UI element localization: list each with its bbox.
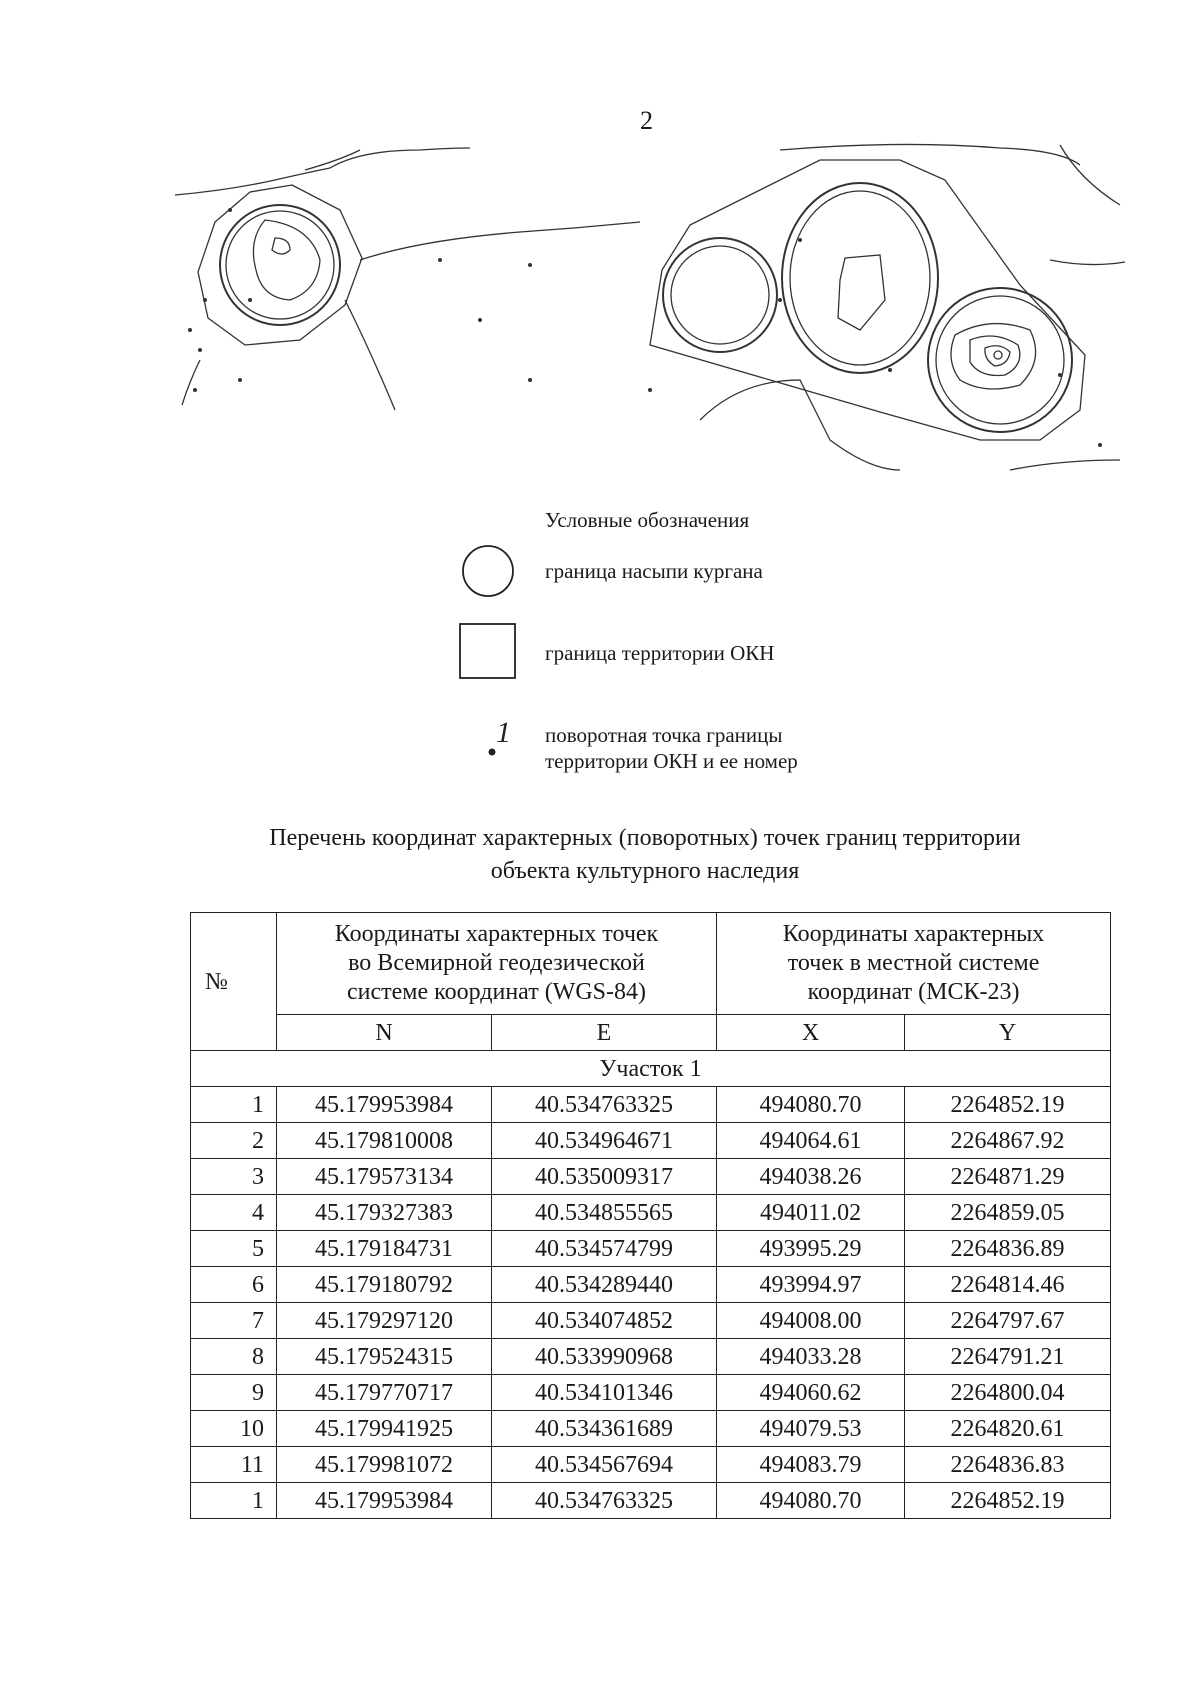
cell-e: 40.534074852 bbox=[492, 1303, 717, 1339]
map-contour bbox=[838, 255, 885, 330]
cell-point-number: 8 bbox=[191, 1339, 277, 1375]
cell-n: 45.179573134 bbox=[277, 1159, 492, 1195]
cell-y: 2264871.29 bbox=[905, 1159, 1111, 1195]
barrow-boundary-circle bbox=[671, 246, 769, 344]
table-title-line1: Перечень координат характерных (поворотных) точек границ территории bbox=[269, 825, 1021, 851]
cell-point-number: 3 bbox=[191, 1159, 277, 1195]
table-row bbox=[191, 1267, 1111, 1303]
cell-e: 40.534763325 bbox=[492, 1483, 717, 1519]
map-road-line bbox=[360, 222, 640, 260]
cell-point-number: 6 bbox=[191, 1267, 277, 1303]
map-survey-point bbox=[248, 298, 252, 302]
map-survey-point bbox=[798, 238, 802, 242]
cell-n: 45.179953984 bbox=[277, 1087, 492, 1123]
cell-y: 2264820.61 bbox=[905, 1411, 1111, 1447]
cell-point-number: 11 bbox=[191, 1447, 277, 1483]
cell-y: 2264791.21 bbox=[905, 1339, 1111, 1375]
header-y: Y bbox=[905, 1015, 1111, 1051]
barrow-boundary-circle bbox=[928, 288, 1072, 432]
cell-x: 494008.00 bbox=[717, 1303, 905, 1339]
barrow-boundary-circle bbox=[663, 238, 777, 352]
coordinates-table bbox=[190, 912, 1111, 1519]
cell-point-number: 7 bbox=[191, 1303, 277, 1339]
map-road-line bbox=[1050, 260, 1125, 265]
cell-point-number: 5 bbox=[191, 1231, 277, 1267]
cell-e: 40.534964671 bbox=[492, 1123, 717, 1159]
map-survey-point bbox=[1058, 373, 1062, 377]
cell-point-number: 9 bbox=[191, 1375, 277, 1411]
cell-x: 494080.70 bbox=[717, 1483, 905, 1519]
cell-y: 2264800.04 bbox=[905, 1375, 1111, 1411]
header-msk-line3: координат (МСК-23) bbox=[807, 979, 1020, 1005]
map-road-line bbox=[1060, 145, 1120, 205]
cell-x: 494080.70 bbox=[717, 1087, 905, 1123]
header-wgs-line1: Координаты характерных точек bbox=[334, 921, 659, 947]
cell-e: 40.534289440 bbox=[492, 1267, 717, 1303]
header-wgs bbox=[277, 913, 717, 1015]
turning-point-symbol bbox=[480, 712, 520, 762]
cell-x: 494060.62 bbox=[717, 1375, 905, 1411]
cell-point-number: 1 bbox=[191, 1087, 277, 1123]
cell-y: 2264859.05 bbox=[905, 1195, 1111, 1231]
map-survey-point bbox=[238, 378, 242, 382]
table-row bbox=[191, 1375, 1111, 1411]
cell-e: 40.534361689 bbox=[492, 1411, 717, 1447]
map-road-line bbox=[345, 300, 395, 410]
header-msk-line1: Координаты характерных bbox=[782, 921, 1045, 947]
legend-label-point bbox=[545, 722, 798, 774]
cell-e: 40.534855565 bbox=[492, 1195, 717, 1231]
cell-n: 45.179180792 bbox=[277, 1267, 492, 1303]
barrow-circle-symbol bbox=[460, 543, 516, 599]
table-row bbox=[191, 1195, 1111, 1231]
map-benchmark bbox=[994, 351, 1002, 359]
cell-y: 2264867.92 bbox=[905, 1123, 1111, 1159]
map-road-line bbox=[780, 144, 1080, 165]
map-road-line bbox=[182, 360, 200, 405]
cell-y: 2264814.46 bbox=[905, 1267, 1111, 1303]
map-road-line bbox=[1010, 460, 1120, 470]
map-survey-point bbox=[778, 298, 782, 302]
cell-point-number: 10 bbox=[191, 1411, 277, 1447]
header-msk bbox=[717, 913, 1111, 1015]
cell-y: 2264797.67 bbox=[905, 1303, 1111, 1339]
header-e: E bbox=[492, 1015, 717, 1051]
header-wgs-line2: во Всемирной геодезической bbox=[348, 950, 645, 976]
map-survey-point bbox=[1098, 443, 1102, 447]
cell-e: 40.533990968 bbox=[492, 1339, 717, 1375]
legend-title: Условные обозначения bbox=[545, 508, 750, 532]
table-row bbox=[191, 1339, 1111, 1375]
cell-e: 40.534574799 bbox=[492, 1231, 717, 1267]
cell-x: 494079.53 bbox=[717, 1411, 905, 1447]
cell-e: 40.534567694 bbox=[492, 1447, 717, 1483]
section-row: Участок 1 bbox=[191, 1051, 1111, 1087]
cell-point-number: 4 bbox=[191, 1195, 277, 1231]
cell-n: 45.179297120 bbox=[277, 1303, 492, 1339]
map-survey-point bbox=[888, 368, 892, 372]
cell-point-number: 2 bbox=[191, 1123, 277, 1159]
table-row bbox=[191, 1231, 1111, 1267]
cell-x: 493994.97 bbox=[717, 1267, 905, 1303]
map-survey-point bbox=[478, 318, 482, 322]
map-contour bbox=[253, 220, 320, 300]
map-contour bbox=[272, 238, 290, 254]
cell-y: 2264836.83 bbox=[905, 1447, 1111, 1483]
header-wgs-line3: системе координат (WGS-84) bbox=[347, 979, 646, 1005]
barrow-boundary-circle bbox=[226, 211, 334, 319]
map-survey-point bbox=[203, 298, 207, 302]
map-survey-point bbox=[228, 208, 232, 212]
legend-label-barrow: граница насыпи кургана bbox=[545, 559, 763, 583]
cell-x: 494033.28 bbox=[717, 1339, 905, 1375]
cell-x: 494038.26 bbox=[717, 1159, 905, 1195]
map-survey-point bbox=[198, 348, 202, 352]
cell-e: 40.535009317 bbox=[492, 1159, 717, 1195]
legend-label-point-line1: поворотная точка границы bbox=[545, 723, 783, 747]
map-survey-point bbox=[188, 328, 192, 332]
map-contour bbox=[970, 336, 1020, 375]
cell-e: 40.534763325 bbox=[492, 1087, 717, 1123]
map-survey-point bbox=[438, 258, 442, 262]
cell-n: 45.179184731 bbox=[277, 1231, 492, 1267]
map-survey-point bbox=[528, 263, 532, 267]
header-num: № bbox=[191, 913, 277, 1051]
map-road-line bbox=[175, 148, 470, 195]
header-n: N bbox=[277, 1015, 492, 1051]
barrow-boundary-circle bbox=[782, 183, 938, 373]
table-row bbox=[191, 1159, 1111, 1195]
cell-point-number: 1 bbox=[191, 1483, 277, 1519]
map-survey-point bbox=[528, 378, 532, 382]
site-plan-map bbox=[0, 0, 1200, 480]
cell-n: 45.179953984 bbox=[277, 1483, 492, 1519]
okn-boundary-polygon bbox=[650, 160, 1085, 440]
cell-x: 494011.02 bbox=[717, 1195, 905, 1231]
cell-x: 493995.29 bbox=[717, 1231, 905, 1267]
turning-point-symbol-number: 1 bbox=[496, 716, 511, 749]
barrow-boundary-circle bbox=[790, 191, 930, 365]
cell-y: 2264852.19 bbox=[905, 1483, 1111, 1519]
legend-label-territory: граница территории ОКН bbox=[545, 641, 775, 665]
cell-n: 45.179327383 bbox=[277, 1195, 492, 1231]
cell-y: 2264852.19 bbox=[905, 1087, 1111, 1123]
cell-n: 45.179524315 bbox=[277, 1339, 492, 1375]
header-msk-line2: точек в местной системе bbox=[787, 950, 1040, 976]
map-contour bbox=[985, 346, 1010, 366]
cell-x: 494083.79 bbox=[717, 1447, 905, 1483]
table-title-line2: объекта культурного наследия bbox=[490, 858, 800, 884]
map-survey-point bbox=[648, 388, 652, 392]
territory-square-symbol bbox=[458, 622, 518, 682]
okn-boundary-polygon bbox=[198, 185, 362, 345]
map-road-line bbox=[700, 380, 900, 470]
table-row bbox=[191, 1447, 1111, 1483]
cell-n: 45.179770717 bbox=[277, 1375, 492, 1411]
table-row bbox=[191, 1303, 1111, 1339]
map-survey-point bbox=[193, 388, 197, 392]
cell-y: 2264836.89 bbox=[905, 1231, 1111, 1267]
cell-n: 45.179810008 bbox=[277, 1123, 492, 1159]
table-row bbox=[191, 1483, 1111, 1519]
table-row bbox=[191, 1411, 1111, 1447]
table-row bbox=[191, 1123, 1111, 1159]
barrow-boundary-circle bbox=[936, 296, 1064, 424]
table-row bbox=[191, 1087, 1111, 1123]
map-contour bbox=[951, 324, 1036, 389]
cell-e: 40.534101346 bbox=[492, 1375, 717, 1411]
header-x: X bbox=[717, 1015, 905, 1051]
cell-n: 45.179981072 bbox=[277, 1447, 492, 1483]
table-title bbox=[180, 822, 1110, 888]
page-number: 2 bbox=[640, 106, 653, 135]
cell-x: 494064.61 bbox=[717, 1123, 905, 1159]
cell-n: 45.179941925 bbox=[277, 1411, 492, 1447]
legend-label-point-line2: территории ОКН и ее номер bbox=[545, 749, 798, 773]
